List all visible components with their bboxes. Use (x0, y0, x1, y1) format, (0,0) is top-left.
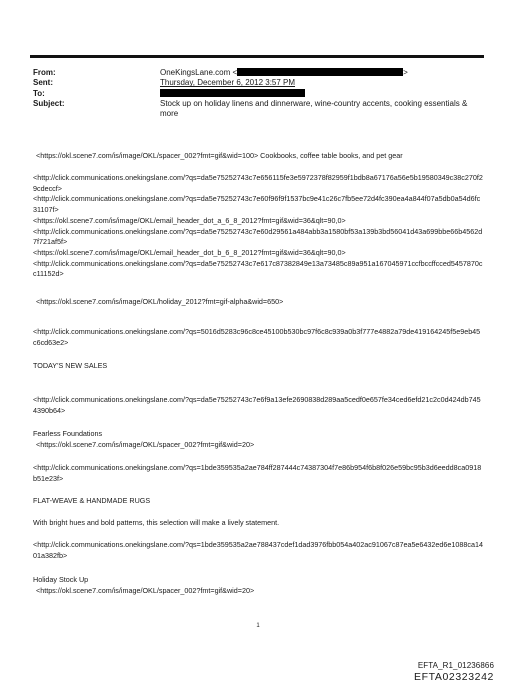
heading-rugs: FLAT-WEAVE & HANDMADE RUGS (33, 496, 151, 505)
heading-todays-new-sales: TODAY'S NEW SALES (33, 361, 108, 370)
from-label: From: (33, 68, 56, 77)
document-id-large: EFTA02323242 (414, 671, 494, 683)
to-label: To: (33, 88, 45, 98)
document-id-small: EFTA_R1_01236866 (417, 661, 494, 670)
redaction-box (237, 68, 403, 76)
from-sender: OneKingsLane.com < (160, 68, 238, 77)
label-holiday-stock-up: Holiday Stock Up (33, 575, 89, 584)
from-value (160, 68, 483, 78)
rugs-description: With bright hues and bold patterns, this selection will make a lively statement. (33, 518, 280, 527)
from-suffix: > (403, 68, 408, 77)
body-line-holiday-stock-up: <https://okl.scene7.com/is/image/OKL/spacer_002?fmt=gif&wid=20> (36, 586, 255, 595)
sent-row (33, 78, 483, 88)
subject-label: Subject: (33, 98, 65, 108)
subject-row (33, 99, 483, 120)
body-link-fearless: <http://click.communications.onekingslane.com/?qs=1bde359535a2ae784ff287444c74387304f7e86b954f6b8f026e59bc95b3d6eedd8ca0918b51e23f> (33, 463, 482, 483)
body-link-block: <http://click.communications.onekingslane.com/?qs=da5e75252743c7e656115fe3e5972378f82959f1bdb8a67176a56e5b19580349c38c270f29cdeccf> <http://click.communications.onekingslane.com/?qs=da5e75252743c7e60f96f9f1537bc9e41c26c7fb5ee72d4fc390ea4a844f07a5db0a54d6fc31107f> <https://okl.scene7.com/is/image/OKL/email_header_dot_a_6_8_2012?fmt=gif&wid=36&qlt=90,0> <http://click.communications.onekingslane.com/?qs=da5e75252743c7e60d29561a484abb3a1580bf53a139b3bd56041d43a699bbe66b4562d7f721af5f> <https://okl.scene7.com/is/image/OKL/email_header_dot_b_6_8_2012?fmt=gif&wid=36&qlt=90,0> <http://click.communications.onekingslane.com/?qs=da5e75252743c7e617c87382849e13a73485c89a951a167045971ccfbccffcced5457870cc11152d> (33, 173, 483, 279)
sent-value: Thursday, December 6, 2012 3:57 PM (160, 78, 296, 88)
redaction-box (160, 89, 305, 97)
page-number: 1 (256, 623, 260, 629)
body-line-fearless: <https://okl.scene7.com/is/image/OKL/spacer_002?fmt=gif&wid=20> (36, 440, 255, 449)
to-row (33, 89, 483, 99)
sent-label: Sent: (33, 78, 53, 88)
from-row (33, 68, 483, 78)
body-line-cookbooks: <https://okl.scene7.com/is/image/OKL/spacer_002?fmt=gif&wid=100> Cookbooks, coffee table books, and pet gear (36, 151, 403, 160)
label-fearless-foundations: Fearless Foundations (33, 429, 103, 438)
body-link-new-sales: <http://click.communications.onekingslane.com/?qs=da5e75252743c7e6f9a13efe2690838d289aa5cedf0e657fe34ced6efd21c2c0d424db7454390b64> (33, 395, 481, 415)
to-value (160, 89, 483, 99)
body-line-holiday-image: <https://okl.scene7.com/is/image/OKL/holiday_2012?fmt=gif-alpha&wid=650> (36, 297, 284, 306)
body-link-rugs: <http://click.communications.onekingslane.com/?qs=1bde359535a2ae788437cdef1dad3976fbb054a402ac91067c87ea5e6432ed6e1088ca1401a382fb> (33, 540, 483, 560)
email-header (33, 68, 483, 119)
header-divider (30, 55, 484, 58)
subject-value: Stock up on holiday linens and dinnerware, wine-country accents, cooking essentials & more (160, 98, 468, 119)
body-link-holiday: <http://click.communications.onekingslane.com/?qs=5016d5283c96c8ce45100b530bc97f6c8c939a0b3f777e4882a79de419164245f5e9eb45c6cd63e2> (33, 327, 481, 347)
